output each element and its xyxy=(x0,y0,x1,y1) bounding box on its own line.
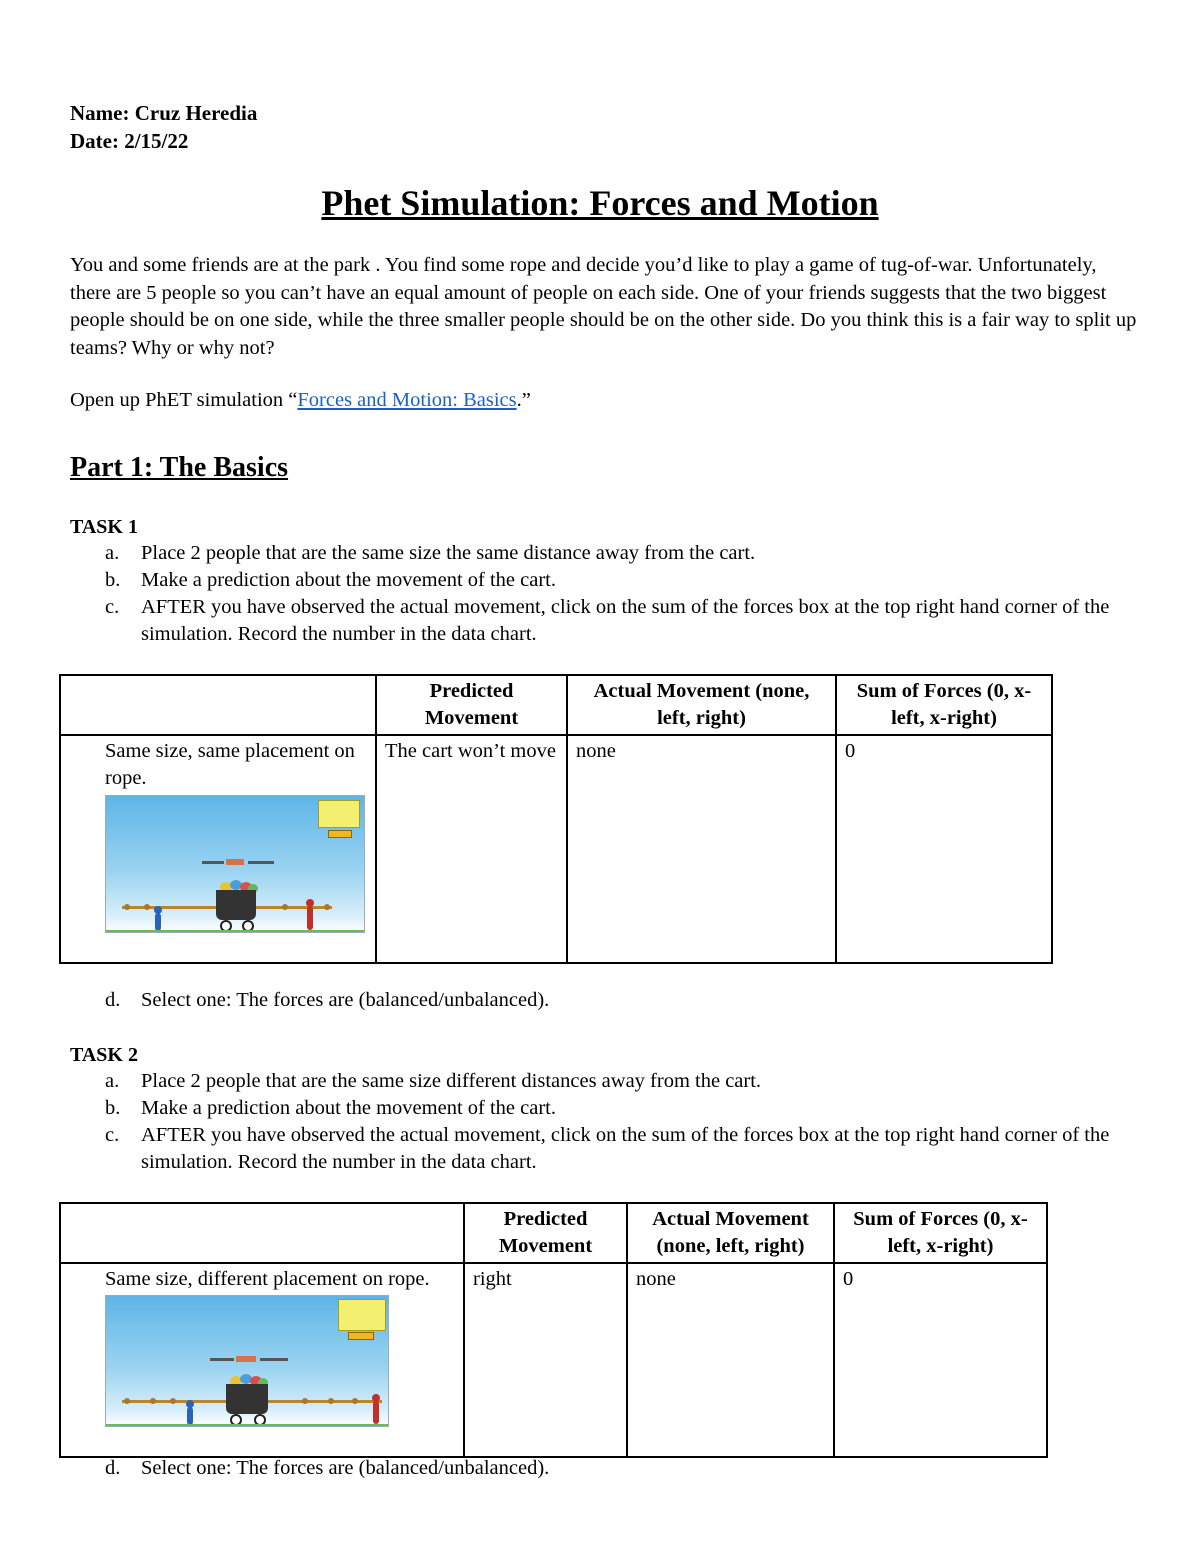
list-marker: b. xyxy=(105,1097,121,1119)
page-title: Phet Simulation: Forces and Motion xyxy=(321,183,879,223)
list-marker: b. xyxy=(105,569,121,591)
open-simulation-line xyxy=(70,387,1140,415)
list-marker: a. xyxy=(105,1070,120,1092)
row-label: Same size, same placement on rope. xyxy=(105,740,355,789)
simulation-link[interactable]: Forces and Motion: Basics xyxy=(297,389,517,411)
row-label: Same size, different placement on rope. xyxy=(105,1268,430,1290)
table-row-label-cell xyxy=(60,1263,464,1457)
list-text: Place 2 people that are the same size the same distance away from the cart. xyxy=(141,542,756,564)
list-marker: c. xyxy=(105,1124,120,1146)
list-item xyxy=(105,987,1145,1014)
task1-data-table xyxy=(59,674,1053,964)
task1-select xyxy=(105,987,1145,1014)
list-text: AFTER you have observed the actual movement, click on the sum of the forces box at the top right hand corner of the simulation. Record the number in the data chart. xyxy=(141,596,1110,645)
list-text: Place 2 people that are the same size different distances away from the cart. xyxy=(141,1070,762,1092)
task2-select xyxy=(105,1455,1145,1482)
predicted-cell: The cart won’t move xyxy=(376,735,567,963)
part1-heading: Part 1: The Basics xyxy=(70,452,289,483)
simulation-screenshot xyxy=(105,795,365,933)
list-item xyxy=(105,1455,1145,1482)
table-header-actual: Actual Movement (none, left, right) xyxy=(567,675,836,735)
assignment-date: Date: 2/15/22 xyxy=(70,129,189,153)
list-marker: d. xyxy=(105,1457,121,1479)
table-header-blank xyxy=(60,675,376,735)
task2-heading: TASK 2 xyxy=(70,1044,138,1066)
task2-data-table xyxy=(59,1202,1048,1458)
list-text: Select one: The forces are (balanced/unbalanced). xyxy=(141,1457,550,1479)
list-text: AFTER you have observed the actual movement, click on the sum of the forces box at the top right hand corner of the simulation. Record the number in the data chart. xyxy=(141,1124,1110,1173)
predicted-cell: right xyxy=(464,1263,627,1457)
table-header-sum: Sum of Forces (0, x-left, x-right) xyxy=(836,675,1052,735)
list-item xyxy=(105,1122,1145,1176)
list-item xyxy=(105,567,1145,594)
actual-cell: none xyxy=(567,735,836,963)
table-row-label-cell xyxy=(60,735,376,963)
list-item xyxy=(105,1068,1145,1095)
table-header-predicted: Predicted Movement xyxy=(464,1203,627,1263)
task2-list xyxy=(105,1068,1145,1176)
list-marker: c. xyxy=(105,596,120,618)
list-item xyxy=(105,540,1145,567)
list-marker: d. xyxy=(105,989,121,1011)
list-text: Make a prediction about the movement of the cart. xyxy=(141,569,556,591)
sum-cell: 0 xyxy=(834,1263,1047,1457)
table-header-sum: Sum of Forces (0, x-left, x-right) xyxy=(834,1203,1047,1263)
list-text: Make a prediction about the movement of the cart. xyxy=(141,1097,556,1119)
task1-heading: TASK 1 xyxy=(70,516,138,538)
sum-cell: 0 xyxy=(836,735,1052,963)
list-item xyxy=(105,1095,1145,1122)
table-header-predicted: Predicted Movement xyxy=(376,675,567,735)
actual-cell: none xyxy=(627,1263,834,1457)
intro-paragraph: You and some friends are at the park . You find some rope and decide you’d like to play a game of tug-of-war. Unfortunately, there are 5 people so you can’t have an equal amount of people on each side. One of your friends suggests that the two biggest people should be on one side, while the three smaller people should be on the other side. Do you think this is a fair way to split up teams? Why or why not? xyxy=(70,254,1137,359)
list-marker: a. xyxy=(105,542,120,564)
table-header-actual: Actual Movement (none, left, right) xyxy=(627,1203,834,1263)
list-item xyxy=(105,594,1145,648)
table-header-blank xyxy=(60,1203,464,1263)
student-name: Name: Cruz Heredia xyxy=(70,101,258,125)
open-prefix: Open up PhET simulation “ xyxy=(70,389,298,411)
task1-list xyxy=(105,540,1145,648)
simulation-screenshot xyxy=(105,1295,389,1427)
open-suffix: .” xyxy=(516,389,531,411)
list-text: Select one: The forces are (balanced/unbalanced). xyxy=(141,989,550,1011)
